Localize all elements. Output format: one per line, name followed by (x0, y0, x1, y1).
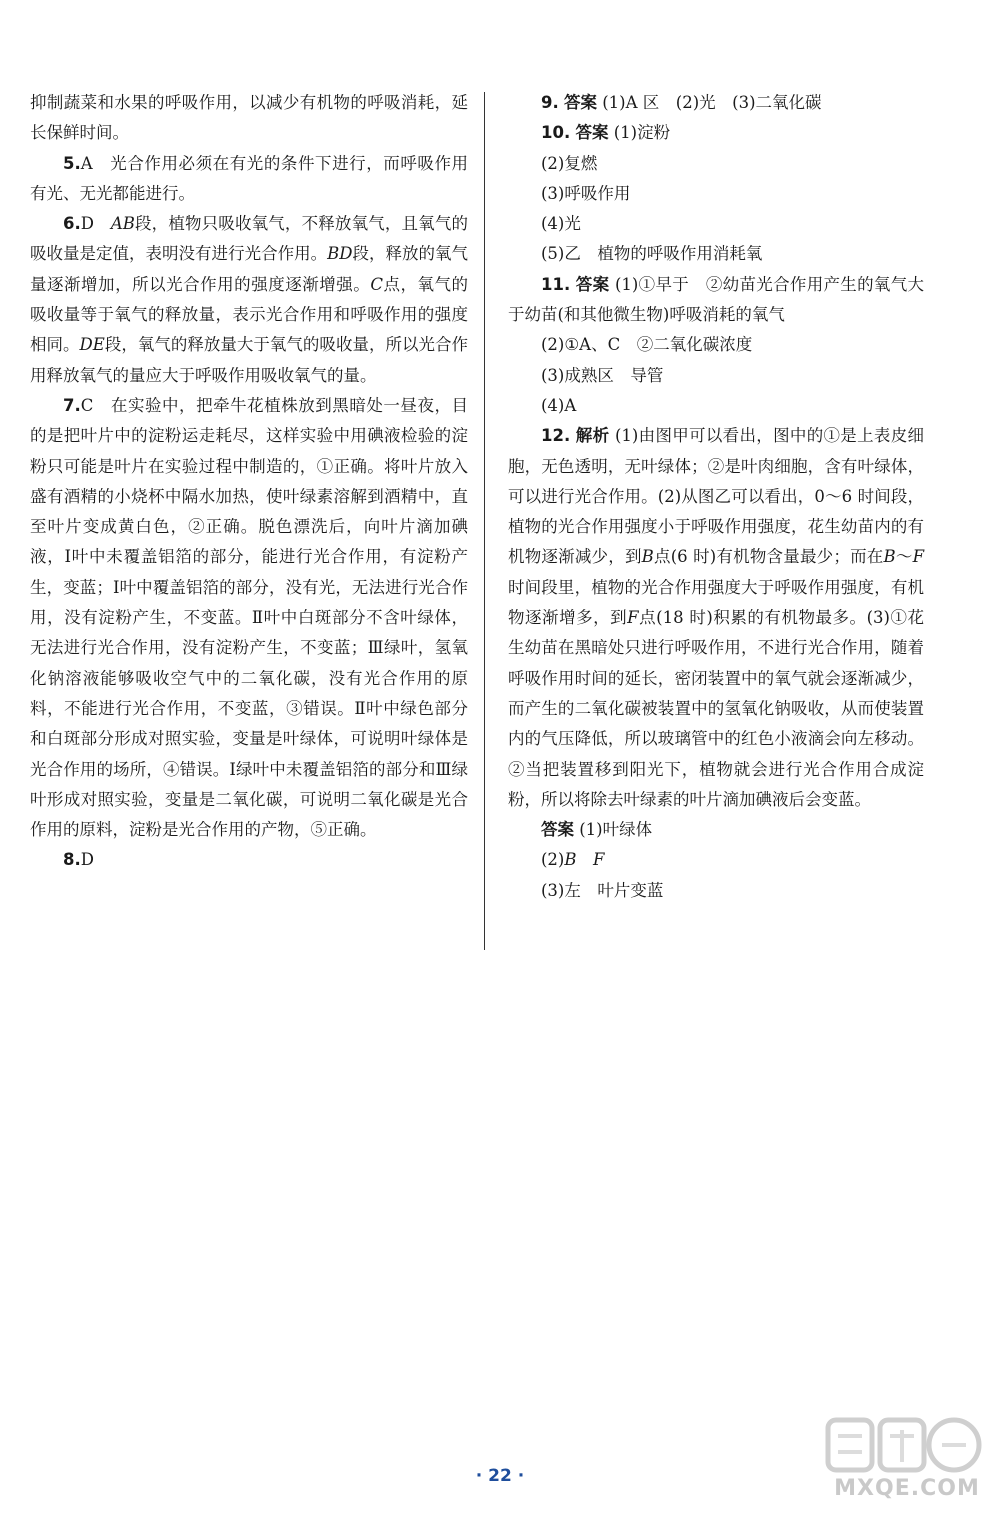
q12-answer-1: 答案 (1)叶绿体 (541, 820, 653, 840)
column-divider (484, 92, 485, 950)
watermark-logo (822, 1412, 982, 1512)
q12-answer-3: (3)左 叶片变蓝 (541, 880, 664, 900)
question-9: 9. 答案 (1)A 区 (2)光 (3)二氧化碳 (541, 93, 822, 112)
page-number: · 22 · (475, 1466, 525, 1486)
q10-answer-3: (3)呼吸作用 (541, 183, 631, 203)
question-5: 5.A 光合作用必须在有光的条件下进行，而呼吸作用有光、无光都能进行。 (30, 153, 468, 203)
question-12: 12. 解析 (1)由图甲可以看出，图中的①是上表皮细胞，无色透明，无叶绿体；②是叶肉细胞，含有叶绿体，可以进行光合作用。(2)从图乙可以看出，0～6 时间段，植物的光合作用强度小于呼吸作用强度，花生幼苗内的有机物逐渐减少，到B点(6 时)有机物含量最少；而在B～F时间段里，植物的光合作用强度大于呼吸作用强度，有机物逐渐增多，到F点(18 时)积累的有机物最多。(3)①花生幼苗在黑暗处只进行呼吸作用，不进行光合作用，随着呼吸作用时间的延长，密闭装置中的氧气就会逐渐减少，而产生的二氧化碳被装置中的氢氧化钠吸收，从而使装置内的气压降低，所以玻璃管中的红色小液滴会向左移动。②当把装置移到阳光下，植物就会进行光合作用合成淀粉，所以将除去叶绿素的叶片滴加碘液后会变蓝。 (508, 426, 925, 809)
q10-answer-4: (4)光 (541, 214, 581, 234)
q11-answer-2: (2)①A、C ②二氧化碳浓度 (541, 335, 753, 355)
left-column (30, 88, 468, 876)
continued-paragraph: 抑制蔬菜和水果的呼吸作用，以减少有机物的呼吸消耗，延长保鲜时间。 (30, 93, 468, 143)
question-7: 7.C 在实验中，把牵牛花植株放到黑暗处一昼夜，目的是把叶片中的淀粉运走耗尽，这样实验中用碘液检验的淀粉只可能是叶片在实验过程中制造的，①正确。将叶片放入盛有酒精的小烧杯中隔水加热，使叶绿素溶解到酒精中，直至叶片变成黄白色，②正确。脱色漂洗后，向叶片滴加碘液，Ⅰ叶中未覆盖铝箔的部分，能进行光合作用，有淀粉产生，变蓝；Ⅰ叶中覆盖铝箔的部分，没有光，无法进行光合作用，没有淀粉产生，不变蓝。Ⅱ叶中白斑部分不含叶绿体，无法进行光合作用，没有淀粉产生，不变蓝；Ⅲ绿叶，氢氧化钠溶液能够吸收空气中的二氧化碳，没有光合作用的原料，不能进行光合作用，不变蓝，③错误。Ⅱ叶中绿色部分和白斑部分形成对照实验，变量是叶绿体，可说明叶绿体是光合作用的场所，④错误。Ⅰ绿叶中未覆盖铝箔的部分和Ⅲ绿叶形成对照实验，变量是二氧化碳，可说明二氧化碳是光合作用的原料，淀粉是光合作用的产物，⑤正确。 (30, 395, 468, 840)
question-8: 8.D (63, 850, 94, 870)
q12-answer-2: (2)B F (541, 850, 605, 870)
q10-answer-2: (2)复燃 (541, 153, 598, 173)
q10-answer-5: (5)乙 植物的呼吸作用消耗氧 (541, 244, 763, 264)
question-11: 11. 答案 (1)①早于 ②幼苗光合作用产生的氧气大于幼苗(和其他微生物)呼吸消耗的氧气 (508, 274, 925, 325)
q11-answer-4: (4)A (541, 395, 577, 415)
q11-answer-3: (3)成熟区 导管 (541, 365, 664, 385)
watermark-mark-icon (822, 1412, 982, 1482)
question-6: 6.D AB段，植物只吸收氧气，不释放氧气，且氧气的吸收量是定值，表明没有进行光合作用。BD段，释放的氧气量逐渐增加，所以光合作用的强度逐渐增强。C点，氧气的吸收量等于氧气的释放量，表示光合作用和呼吸作用的强度相同。DE段，氧气的释放量大于氧气的吸收量，所以光合作用释放氧气的量应大于呼吸作用吸收氧气的量。 (30, 214, 469, 385)
right-column (508, 88, 924, 906)
question-10: 10. 答案 (1)淀粉 (541, 123, 671, 143)
watermark-text: MXQE.COM (834, 1476, 980, 1501)
